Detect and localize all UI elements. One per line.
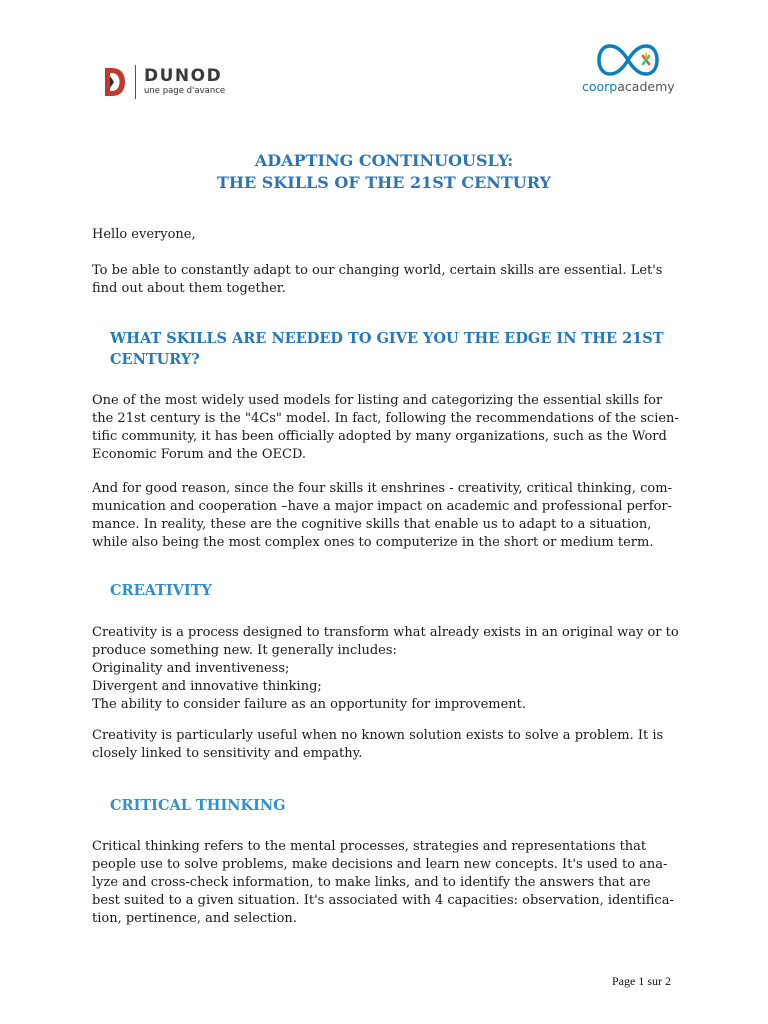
title-line-2: THE SKILLS OF THE 21ST CENTURY	[217, 173, 551, 192]
dunod-logo-icon	[101, 65, 127, 99]
dunod-tagline: une page d'avance	[144, 86, 226, 96]
paragraph-4cs-model: One of the most widely used models for listing and categorizing the essential skills for the 21st century is the "4Cs" model. In fact, following the recommendations of the scien- tific community, it has been officially adopted by many organizations, such as the Word Economic Forum and the OECD.	[92, 393, 679, 462]
dunod-logo	[101, 64, 225, 100]
paragraph-creativity-usefulness: Creativity is particularly useful when no known solution exists to solve a problem. It is closely linked to sensitivity and empathy.	[92, 728, 664, 761]
page-number: Page 1 sur 2	[612, 974, 671, 988]
section-heading-creativity: CREATIVITY	[110, 582, 212, 599]
coorpacademy-logo	[582, 40, 674, 96]
section-heading-skills: WHAT SKILLS ARE NEEDED TO GIVE YOU THE EDGE IN THE 21ST CENTURY?	[110, 330, 664, 368]
dunod-name: DUNOD	[144, 66, 223, 86]
intro-paragraph: To be able to constantly adapt to our changing world, certain skills are essential. Let's find out about them together.	[92, 263, 663, 296]
infinity-icon	[596, 40, 660, 80]
logo-divider	[135, 65, 136, 99]
paragraph-creativity: Creativity is a process designed to transform what already exists in an original way or to produce something new. It generally includes: Originality and inventiveness; Divergent and innovative thinking; The ability to consider failure as an opportunity for improvement.	[92, 625, 679, 712]
document-title	[0, 150, 768, 194]
paragraph-four-skills: And for good reason, since the four skills it enshrines - creativity, critical thinking, com- munication and cooperation –have a major impact on academic and professional perfor- mance. In reality, these are the cognitive skills that enable us to adapt to a situation, while also being the most complex ones to computerize in the short or medium term.	[92, 481, 673, 550]
title-line-1: ADAPTING CONTINUOUSLY:	[254, 151, 514, 170]
coorpacademy-name: coorpacademy	[582, 79, 675, 94]
greeting: Hello everyone,	[92, 227, 196, 242]
section-heading-critical-thinking: CRITICAL THINKING	[110, 797, 286, 814]
paragraph-critical-thinking: Critical thinking refers to the mental processes, strategies and representations that people use to solve problems, make decisions and learn new concepts. It's used to ana- lyze and cross-check information, to make links, and to identify the answers that are best suited to a given situation. It's associated with 4 capacities: observation, identifica- tion, pertinence, and selection.	[92, 839, 674, 926]
